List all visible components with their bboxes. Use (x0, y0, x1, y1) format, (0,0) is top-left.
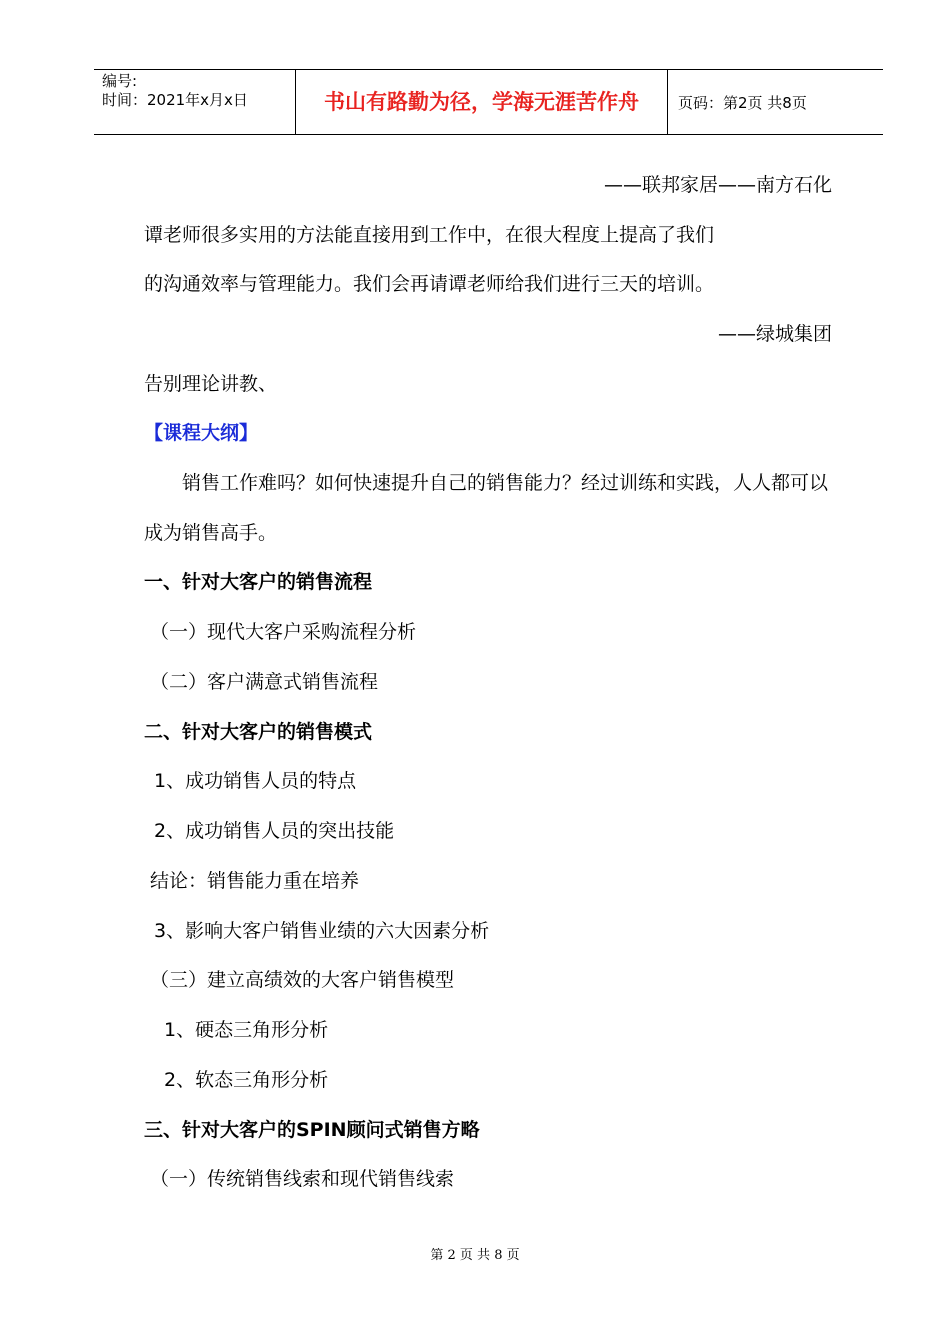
section-1-item-1: （一）现代大客户采购流程分析 (150, 621, 417, 643)
section-2-item-2: 2、成功销售人员的突出技能 (154, 820, 395, 842)
intro-line-1: 销售工作难吗？如何快速提升自己的销售能力？经过训练和实践，人人都可以 (182, 472, 829, 494)
header-page-cell (668, 70, 883, 134)
section-2-conclusion: 结论：销售能力重在培养 (150, 870, 360, 892)
number-label: 编号: (102, 72, 138, 90)
header-table (94, 69, 883, 135)
section-2-subitem-1: 1、硬态三角形分析 (164, 1019, 329, 1041)
page-footer: 第 2 页 共 8 页 (430, 1248, 520, 1263)
section-2-subitem-2: 2、软态三角形分析 (164, 1069, 329, 1091)
attribution-2: ——绿城集团 (717, 323, 832, 345)
farewell-line: 告别理论讲教、 (144, 373, 278, 395)
header-info-cell (94, 70, 295, 134)
section-1-item-2: （二）客户满意式销售流程 (150, 671, 379, 693)
section-2-item-4: （三）建立高绩效的大客户销售模型 (150, 969, 455, 991)
page-code: 页码：第2页 共8页 (678, 94, 807, 112)
section-1-heading: 一、针对大客户的销售流程 (144, 571, 373, 593)
section-2-item-1: 1、成功销售人员的特点 (154, 770, 357, 792)
section-3-heading: 三、针对大客户的SPIN顾问式销售方略 (144, 1119, 480, 1141)
outline-title: 【课程大纲】 (144, 422, 259, 444)
attribution-1: ——联邦家居——南方石化 (603, 174, 832, 196)
motto: 书山有路勤为径，学海无涯苦作舟 (324, 90, 639, 114)
time-label: 时间：2021年x月x日 (102, 91, 248, 109)
intro-line-2: 成为销售高手。 (144, 522, 278, 544)
quote-line-2: 的沟通效率与管理能力。我们会再请谭老师给我们进行三天的培训。 (144, 273, 715, 295)
section-2-item-3: 3、影响大客户销售业绩的六大因素分析 (154, 920, 490, 942)
section-2-heading: 二、针对大客户的销售模式 (144, 721, 373, 743)
header-motto-cell (295, 70, 668, 134)
quote-line-1: 谭老师很多实用的方法能直接用到工作中，在很大程度上提高了我们 (144, 224, 715, 246)
section-3-item-1: （一）传统销售线索和现代销售线索 (150, 1168, 455, 1190)
